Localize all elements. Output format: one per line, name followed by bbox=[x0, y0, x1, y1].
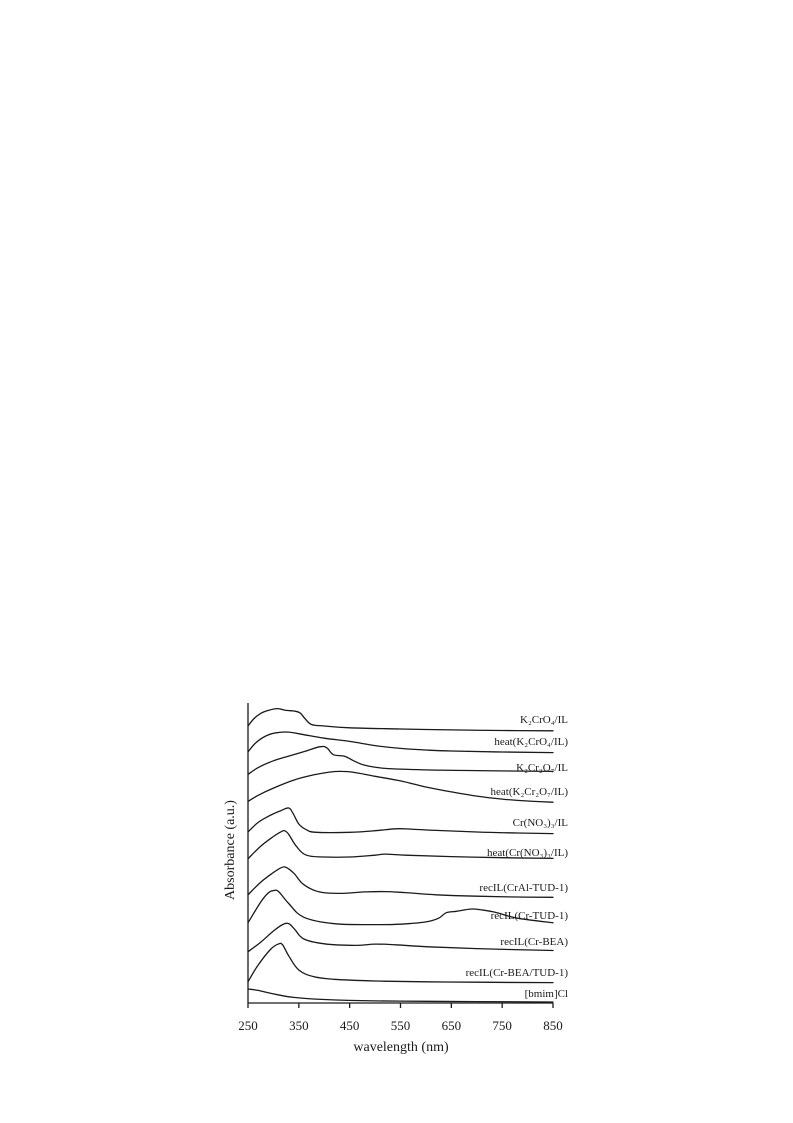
x-tick-label-350: 350 bbox=[289, 1018, 309, 1033]
series-label-cr-no3-3-il: Cr(NO₃)₃/IL bbox=[512, 817, 568, 829]
x-tick-label-650: 650 bbox=[441, 1018, 462, 1033]
x-ticks bbox=[238, 1003, 563, 1033]
x-tick-label-450: 450 bbox=[339, 1018, 360, 1033]
series-label-recil-cr-bea: recIL(Cr-BEA) bbox=[500, 936, 568, 948]
series-line-bmim-cl bbox=[248, 989, 553, 1002]
series-label-heat-k2cro4-il: heat(K₂CrO₄/IL) bbox=[494, 736, 568, 748]
x-tick-label-750: 750 bbox=[492, 1018, 512, 1033]
plot-area bbox=[238, 703, 568, 1033]
series-label-k2cro4-il: K₂CrO₄/IL bbox=[520, 714, 568, 726]
series-label-heat-cr-no3-3-il: heat(Cr(NO₃)₃/IL) bbox=[487, 847, 568, 859]
series-label-k2cr2o7-il: K₂Cr₂O₇/IL bbox=[516, 762, 568, 774]
x-tick-label-550: 550 bbox=[390, 1018, 411, 1033]
series-line-k2cro4-il bbox=[248, 709, 553, 731]
series-line-k2cr2o7-il bbox=[248, 746, 553, 774]
series-label-bmim-cl: [bmim]Cl bbox=[524, 988, 568, 1000]
y-axis-label: Absorbance (a.u.) bbox=[223, 800, 238, 900]
series-label-recil-cr-tud-1: recIL(Cr-TUD-1) bbox=[490, 910, 568, 922]
series-label-recil-cral-tud-1: recIL(CrAl-TUD-1) bbox=[479, 882, 568, 894]
series-label-recil-cr-bea-tud-1: recIL(Cr-BEA/TUD-1) bbox=[465, 967, 568, 979]
series-label-heat-k2cr2o7-il: heat(K₂Cr₂O₇/IL) bbox=[490, 786, 568, 798]
x-axis-label: wavelength (nm) bbox=[353, 1040, 449, 1055]
x-tick-label-850: 850 bbox=[543, 1018, 563, 1033]
x-tick-label-250: 250 bbox=[238, 1018, 258, 1033]
series-line-cr-no3-3-il bbox=[248, 808, 553, 834]
